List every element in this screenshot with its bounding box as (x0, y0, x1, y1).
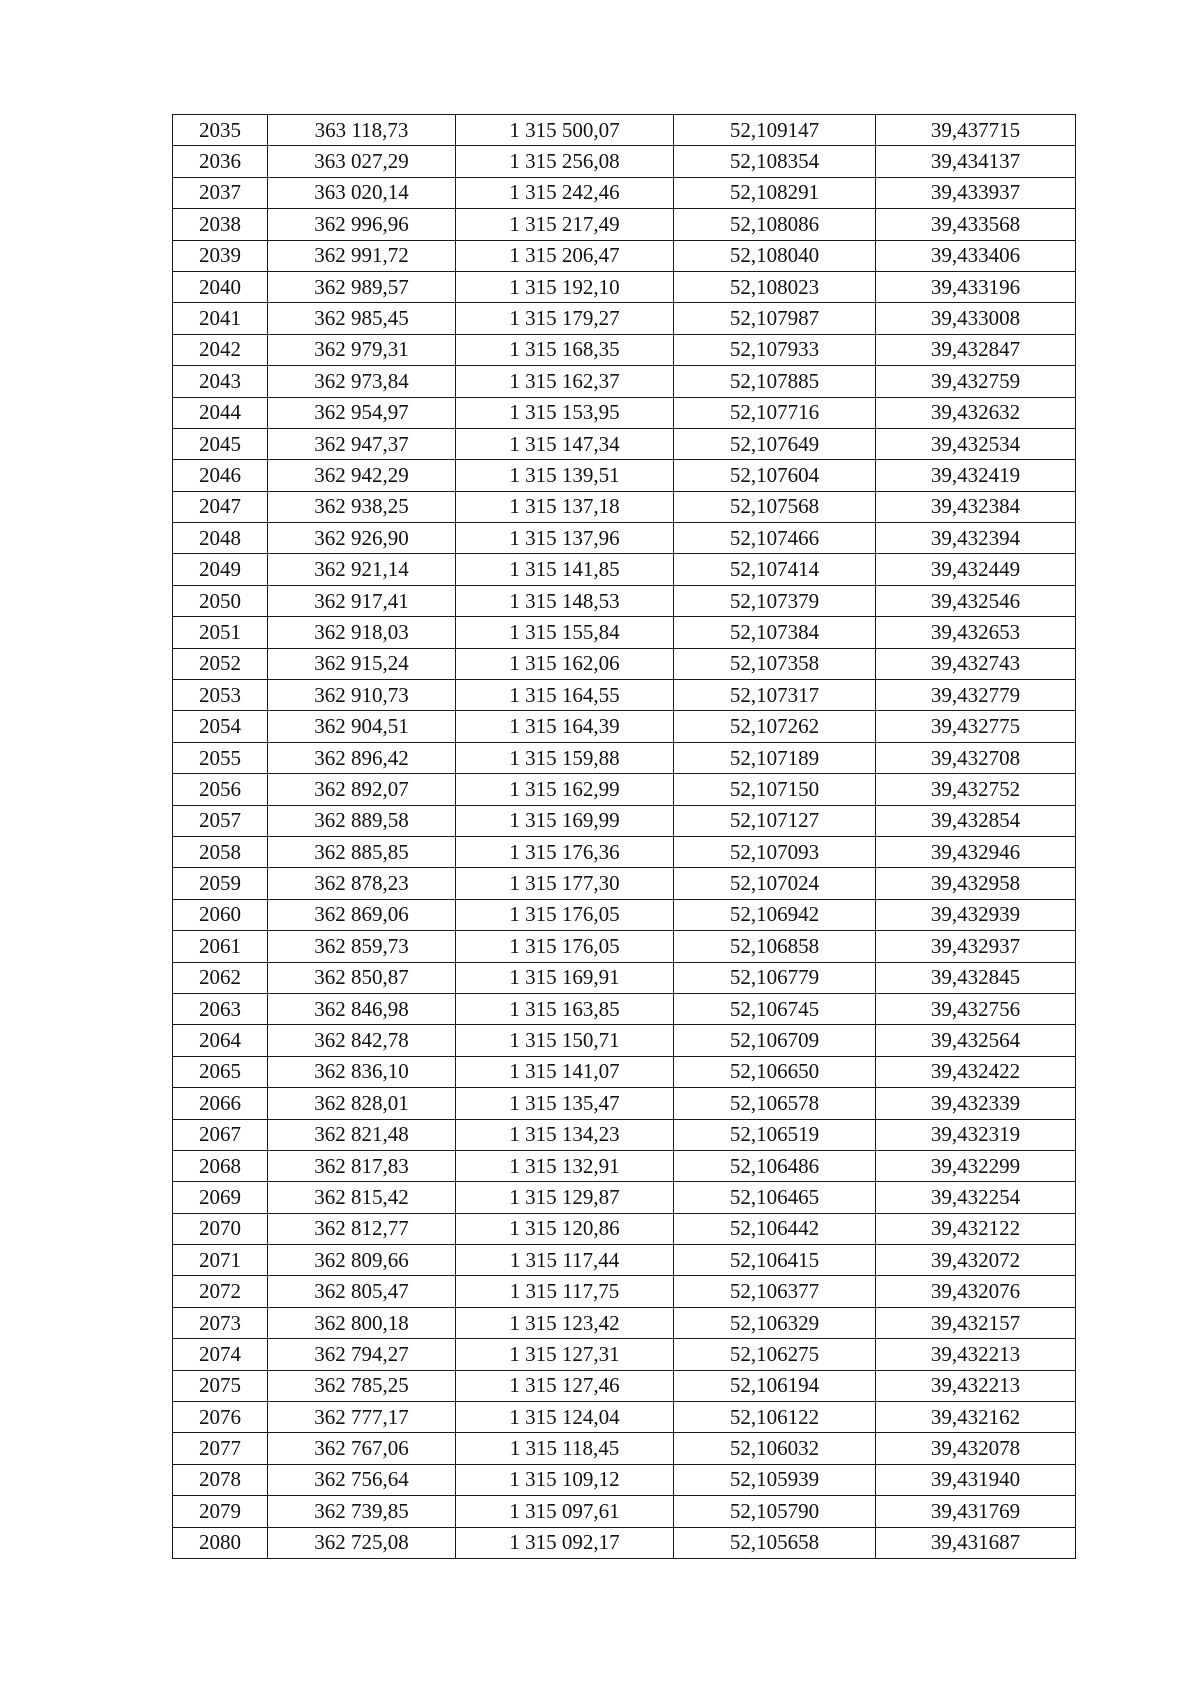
latitude-cell: 52,106377 (674, 1276, 876, 1307)
point-number-cell: 2043 (173, 366, 268, 397)
longitude-cell: 39,432779 (876, 680, 1076, 711)
point-number-cell: 2073 (173, 1307, 268, 1338)
point-number-cell: 2065 (173, 1056, 268, 1087)
latitude-cell: 52,106858 (674, 931, 876, 962)
y-coordinate-cell: 1 315 162,99 (456, 774, 674, 805)
x-coordinate-cell: 362 828,01 (268, 1088, 456, 1119)
point-number-cell: 2041 (173, 303, 268, 334)
latitude-cell: 52,106442 (674, 1213, 876, 1244)
point-number-cell: 2038 (173, 209, 268, 240)
latitude-cell: 52,105790 (674, 1496, 876, 1527)
point-number-cell: 2067 (173, 1119, 268, 1150)
x-coordinate-cell: 362 869,06 (268, 899, 456, 930)
table-row (173, 1056, 1076, 1087)
longitude-cell: 39,434137 (876, 146, 1076, 177)
point-number-cell: 2068 (173, 1150, 268, 1181)
longitude-cell: 39,432946 (876, 836, 1076, 867)
longitude-cell: 39,431940 (876, 1464, 1076, 1495)
longitude-cell: 39,432254 (876, 1182, 1076, 1213)
x-coordinate-cell: 362 985,45 (268, 303, 456, 334)
table-row (173, 1433, 1076, 1464)
longitude-cell: 39,431687 (876, 1527, 1076, 1558)
y-coordinate-cell: 1 315 127,31 (456, 1339, 674, 1370)
y-coordinate-cell: 1 315 148,53 (456, 585, 674, 616)
x-coordinate-cell: 362 915,24 (268, 648, 456, 679)
y-coordinate-cell: 1 315 109,12 (456, 1464, 674, 1495)
point-number-cell: 2066 (173, 1088, 268, 1119)
point-number-cell: 2040 (173, 271, 268, 302)
longitude-cell: 39,432072 (876, 1245, 1076, 1276)
longitude-cell: 39,432847 (876, 334, 1076, 365)
x-coordinate-cell: 362 917,41 (268, 585, 456, 616)
table-row (173, 1025, 1076, 1056)
point-number-cell: 2079 (173, 1496, 268, 1527)
longitude-cell: 39,433008 (876, 303, 1076, 334)
point-number-cell: 2069 (173, 1182, 268, 1213)
table-row (173, 931, 1076, 962)
point-number-cell: 2058 (173, 836, 268, 867)
x-coordinate-cell: 363 118,73 (268, 115, 456, 146)
table-row (173, 1150, 1076, 1181)
point-number-cell: 2042 (173, 334, 268, 365)
longitude-cell: 39,432394 (876, 523, 1076, 554)
y-coordinate-cell: 1 315 124,04 (456, 1402, 674, 1433)
y-coordinate-cell: 1 315 256,08 (456, 146, 674, 177)
y-coordinate-cell: 1 315 159,88 (456, 742, 674, 773)
longitude-cell: 39,433196 (876, 271, 1076, 302)
point-number-cell: 2050 (173, 585, 268, 616)
x-coordinate-cell: 362 836,10 (268, 1056, 456, 1087)
table-row (173, 1213, 1076, 1244)
latitude-cell: 52,107568 (674, 491, 876, 522)
table-row (173, 1464, 1076, 1495)
latitude-cell: 52,108023 (674, 271, 876, 302)
x-coordinate-cell: 362 989,57 (268, 271, 456, 302)
longitude-cell: 39,437715 (876, 115, 1076, 146)
y-coordinate-cell: 1 315 177,30 (456, 868, 674, 899)
y-coordinate-cell: 1 315 169,99 (456, 805, 674, 836)
longitude-cell: 39,432564 (876, 1025, 1076, 1056)
longitude-cell: 39,432157 (876, 1307, 1076, 1338)
x-coordinate-cell: 362 756,64 (268, 1464, 456, 1495)
point-number-cell: 2048 (173, 523, 268, 554)
latitude-cell: 52,106329 (674, 1307, 876, 1338)
latitude-cell: 52,107024 (674, 868, 876, 899)
point-number-cell: 2062 (173, 962, 268, 993)
x-coordinate-cell: 362 979,31 (268, 334, 456, 365)
y-coordinate-cell: 1 315 139,51 (456, 460, 674, 491)
point-number-cell: 2057 (173, 805, 268, 836)
longitude-cell: 39,432845 (876, 962, 1076, 993)
point-number-cell: 2074 (173, 1339, 268, 1370)
x-coordinate-cell: 362 821,48 (268, 1119, 456, 1150)
y-coordinate-cell: 1 315 132,91 (456, 1150, 674, 1181)
point-number-cell: 2047 (173, 491, 268, 522)
longitude-cell: 39,432384 (876, 491, 1076, 522)
y-coordinate-cell: 1 315 217,49 (456, 209, 674, 240)
table-row (173, 1339, 1076, 1370)
point-number-cell: 2078 (173, 1464, 268, 1495)
y-coordinate-cell: 1 315 162,06 (456, 648, 674, 679)
latitude-cell: 52,106465 (674, 1182, 876, 1213)
latitude-cell: 52,108354 (674, 146, 876, 177)
table-row (173, 711, 1076, 742)
point-number-cell: 2055 (173, 742, 268, 773)
y-coordinate-cell: 1 315 153,95 (456, 397, 674, 428)
x-coordinate-cell: 362 878,23 (268, 868, 456, 899)
point-number-cell: 2075 (173, 1370, 268, 1401)
x-coordinate-cell: 362 973,84 (268, 366, 456, 397)
y-coordinate-cell: 1 315 147,34 (456, 428, 674, 459)
table-row (173, 680, 1076, 711)
point-number-cell: 2056 (173, 774, 268, 805)
point-number-cell: 2060 (173, 899, 268, 930)
table-row (173, 899, 1076, 930)
table-row (173, 1119, 1076, 1150)
longitude-cell: 39,432319 (876, 1119, 1076, 1150)
longitude-cell: 39,432937 (876, 931, 1076, 962)
y-coordinate-cell: 1 315 164,55 (456, 680, 674, 711)
table-row (173, 334, 1076, 365)
longitude-cell: 39,432756 (876, 993, 1076, 1024)
table-row (173, 366, 1076, 397)
point-number-cell: 2039 (173, 240, 268, 271)
table-row (173, 1496, 1076, 1527)
x-coordinate-cell: 362 800,18 (268, 1307, 456, 1338)
point-number-cell: 2071 (173, 1245, 268, 1276)
y-coordinate-cell: 1 315 242,46 (456, 177, 674, 208)
table-row (173, 836, 1076, 867)
latitude-cell: 52,106709 (674, 1025, 876, 1056)
x-coordinate-cell: 362 904,51 (268, 711, 456, 742)
table-row (173, 1182, 1076, 1213)
point-number-cell: 2035 (173, 115, 268, 146)
longitude-cell: 39,432422 (876, 1056, 1076, 1087)
point-number-cell: 2059 (173, 868, 268, 899)
longitude-cell: 39,432653 (876, 617, 1076, 648)
table-row (173, 271, 1076, 302)
x-coordinate-cell: 362 918,03 (268, 617, 456, 648)
table-row (173, 240, 1076, 271)
y-coordinate-cell: 1 315 168,35 (456, 334, 674, 365)
longitude-cell: 39,432122 (876, 1213, 1076, 1244)
y-coordinate-cell: 1 315 150,71 (456, 1025, 674, 1056)
y-coordinate-cell: 1 315 163,85 (456, 993, 674, 1024)
latitude-cell: 52,106650 (674, 1056, 876, 1087)
point-number-cell: 2053 (173, 680, 268, 711)
y-coordinate-cell: 1 315 117,75 (456, 1276, 674, 1307)
x-coordinate-cell: 362 947,37 (268, 428, 456, 459)
longitude-cell: 39,432162 (876, 1402, 1076, 1433)
table-row (173, 460, 1076, 491)
table-row (173, 993, 1076, 1024)
latitude-cell: 52,106194 (674, 1370, 876, 1401)
longitude-cell: 39,431769 (876, 1496, 1076, 1527)
latitude-cell: 52,107466 (674, 523, 876, 554)
latitude-cell: 52,108040 (674, 240, 876, 271)
latitude-cell: 52,107127 (674, 805, 876, 836)
longitude-cell: 39,432708 (876, 742, 1076, 773)
table-row (173, 554, 1076, 585)
latitude-cell: 52,108291 (674, 177, 876, 208)
latitude-cell: 52,107189 (674, 742, 876, 773)
y-coordinate-cell: 1 315 155,84 (456, 617, 674, 648)
x-coordinate-cell: 362 842,78 (268, 1025, 456, 1056)
y-coordinate-cell: 1 315 134,23 (456, 1119, 674, 1150)
point-number-cell: 2044 (173, 397, 268, 428)
table-row (173, 115, 1076, 146)
x-coordinate-cell: 362 892,07 (268, 774, 456, 805)
latitude-cell: 52,107716 (674, 397, 876, 428)
latitude-cell: 52,106122 (674, 1402, 876, 1433)
y-coordinate-cell: 1 315 120,86 (456, 1213, 674, 1244)
x-coordinate-cell: 362 725,08 (268, 1527, 456, 1558)
table-row (173, 209, 1076, 240)
latitude-cell: 52,106519 (674, 1119, 876, 1150)
table-row (173, 1245, 1076, 1276)
table-row (173, 742, 1076, 773)
latitude-cell: 52,106942 (674, 899, 876, 930)
x-coordinate-cell: 362 850,87 (268, 962, 456, 993)
latitude-cell: 52,105939 (674, 1464, 876, 1495)
y-coordinate-cell: 1 315 117,44 (456, 1245, 674, 1276)
point-number-cell: 2051 (173, 617, 268, 648)
longitude-cell: 39,432078 (876, 1433, 1076, 1464)
x-coordinate-cell: 362 794,27 (268, 1339, 456, 1370)
latitude-cell: 52,107093 (674, 836, 876, 867)
x-coordinate-cell: 362 812,77 (268, 1213, 456, 1244)
y-coordinate-cell: 1 315 141,07 (456, 1056, 674, 1087)
latitude-cell: 52,106275 (674, 1339, 876, 1370)
latitude-cell: 52,107414 (674, 554, 876, 585)
table-row (173, 617, 1076, 648)
x-coordinate-cell: 362 785,25 (268, 1370, 456, 1401)
table-row (173, 1307, 1076, 1338)
y-coordinate-cell: 1 315 135,47 (456, 1088, 674, 1119)
longitude-cell: 39,432743 (876, 648, 1076, 679)
x-coordinate-cell: 362 815,42 (268, 1182, 456, 1213)
latitude-cell: 52,107379 (674, 585, 876, 616)
x-coordinate-cell: 362 896,42 (268, 742, 456, 773)
longitude-cell: 39,432752 (876, 774, 1076, 805)
y-coordinate-cell: 1 315 118,45 (456, 1433, 674, 1464)
y-coordinate-cell: 1 315 137,96 (456, 523, 674, 554)
point-number-cell: 2046 (173, 460, 268, 491)
table-row (173, 648, 1076, 679)
longitude-cell: 39,433937 (876, 177, 1076, 208)
table-row (173, 1370, 1076, 1401)
table-row (173, 805, 1076, 836)
x-coordinate-cell: 362 938,25 (268, 491, 456, 522)
point-number-cell: 2072 (173, 1276, 268, 1307)
longitude-cell: 39,432958 (876, 868, 1076, 899)
point-number-cell: 2063 (173, 993, 268, 1024)
table-row (173, 1276, 1076, 1307)
x-coordinate-cell: 362 817,83 (268, 1150, 456, 1181)
x-coordinate-cell: 362 809,66 (268, 1245, 456, 1276)
longitude-cell: 39,432939 (876, 899, 1076, 930)
x-coordinate-cell: 362 767,06 (268, 1433, 456, 1464)
longitude-cell: 39,432546 (876, 585, 1076, 616)
table-row (173, 585, 1076, 616)
latitude-cell: 52,106032 (674, 1433, 876, 1464)
x-coordinate-cell: 362 859,73 (268, 931, 456, 962)
latitude-cell: 52,107604 (674, 460, 876, 491)
latitude-cell: 52,106745 (674, 993, 876, 1024)
longitude-cell: 39,432299 (876, 1150, 1076, 1181)
y-coordinate-cell: 1 315 176,05 (456, 931, 674, 962)
y-coordinate-cell: 1 315 206,47 (456, 240, 674, 271)
longitude-cell: 39,432534 (876, 428, 1076, 459)
table-row (173, 523, 1076, 554)
y-coordinate-cell: 1 315 176,05 (456, 899, 674, 930)
table-row (173, 397, 1076, 428)
point-number-cell: 2077 (173, 1433, 268, 1464)
longitude-cell: 39,432775 (876, 711, 1076, 742)
latitude-cell: 52,108086 (674, 209, 876, 240)
table-row (173, 428, 1076, 459)
point-number-cell: 2080 (173, 1527, 268, 1558)
table-row (173, 962, 1076, 993)
point-number-cell: 2054 (173, 711, 268, 742)
table-row (173, 177, 1076, 208)
point-number-cell: 2076 (173, 1402, 268, 1433)
latitude-cell: 52,107885 (674, 366, 876, 397)
x-coordinate-cell: 362 805,47 (268, 1276, 456, 1307)
point-number-cell: 2036 (173, 146, 268, 177)
point-number-cell: 2070 (173, 1213, 268, 1244)
latitude-cell: 52,106486 (674, 1150, 876, 1181)
latitude-cell: 52,107150 (674, 774, 876, 805)
longitude-cell: 39,432419 (876, 460, 1076, 491)
table-row (173, 491, 1076, 522)
x-coordinate-cell: 362 926,90 (268, 523, 456, 554)
coordinates-table-body (173, 115, 1076, 1559)
point-number-cell: 2052 (173, 648, 268, 679)
longitude-cell: 39,432854 (876, 805, 1076, 836)
x-coordinate-cell: 362 889,58 (268, 805, 456, 836)
y-coordinate-cell: 1 315 092,17 (456, 1527, 674, 1558)
y-coordinate-cell: 1 315 176,36 (456, 836, 674, 867)
table-row (173, 303, 1076, 334)
latitude-cell: 52,107649 (674, 428, 876, 459)
y-coordinate-cell: 1 315 129,87 (456, 1182, 674, 1213)
table-row (173, 1402, 1076, 1433)
y-coordinate-cell: 1 315 097,61 (456, 1496, 674, 1527)
x-coordinate-cell: 362 954,97 (268, 397, 456, 428)
x-coordinate-cell: 362 777,17 (268, 1402, 456, 1433)
point-number-cell: 2061 (173, 931, 268, 962)
latitude-cell: 52,107384 (674, 617, 876, 648)
x-coordinate-cell: 362 846,98 (268, 993, 456, 1024)
y-coordinate-cell: 1 315 179,27 (456, 303, 674, 334)
y-coordinate-cell: 1 315 141,85 (456, 554, 674, 585)
y-coordinate-cell: 1 315 137,18 (456, 491, 674, 522)
table-row (173, 1527, 1076, 1558)
latitude-cell: 52,107262 (674, 711, 876, 742)
longitude-cell: 39,432632 (876, 397, 1076, 428)
latitude-cell: 52,107317 (674, 680, 876, 711)
point-number-cell: 2064 (173, 1025, 268, 1056)
table-row (173, 868, 1076, 899)
latitude-cell: 52,107987 (674, 303, 876, 334)
latitude-cell: 52,107358 (674, 648, 876, 679)
y-coordinate-cell: 1 315 192,10 (456, 271, 674, 302)
point-number-cell: 2037 (173, 177, 268, 208)
latitude-cell: 52,106578 (674, 1088, 876, 1119)
table-row (173, 146, 1076, 177)
table-row (173, 1088, 1076, 1119)
x-coordinate-cell: 362 991,72 (268, 240, 456, 271)
longitude-cell: 39,432213 (876, 1339, 1076, 1370)
point-number-cell: 2045 (173, 428, 268, 459)
x-coordinate-cell: 362 942,29 (268, 460, 456, 491)
longitude-cell: 39,432213 (876, 1370, 1076, 1401)
table-row (173, 774, 1076, 805)
x-coordinate-cell: 362 739,85 (268, 1496, 456, 1527)
longitude-cell: 39,432449 (876, 554, 1076, 585)
longitude-cell: 39,433406 (876, 240, 1076, 271)
y-coordinate-cell: 1 315 123,42 (456, 1307, 674, 1338)
longitude-cell: 39,433568 (876, 209, 1076, 240)
latitude-cell: 52,105658 (674, 1527, 876, 1558)
x-coordinate-cell: 362 885,85 (268, 836, 456, 867)
point-number-cell: 2049 (173, 554, 268, 585)
y-coordinate-cell: 1 315 162,37 (456, 366, 674, 397)
y-coordinate-cell: 1 315 169,91 (456, 962, 674, 993)
longitude-cell: 39,432076 (876, 1276, 1076, 1307)
latitude-cell: 52,107933 (674, 334, 876, 365)
y-coordinate-cell: 1 315 127,46 (456, 1370, 674, 1401)
x-coordinate-cell: 362 921,14 (268, 554, 456, 585)
x-coordinate-cell: 363 027,29 (268, 146, 456, 177)
x-coordinate-cell: 362 996,96 (268, 209, 456, 240)
latitude-cell: 52,106779 (674, 962, 876, 993)
longitude-cell: 39,432339 (876, 1088, 1076, 1119)
x-coordinate-cell: 363 020,14 (268, 177, 456, 208)
y-coordinate-cell: 1 315 164,39 (456, 711, 674, 742)
latitude-cell: 52,109147 (674, 115, 876, 146)
y-coordinate-cell: 1 315 500,07 (456, 115, 674, 146)
coordinates-table (172, 114, 1076, 1559)
longitude-cell: 39,432759 (876, 366, 1076, 397)
latitude-cell: 52,106415 (674, 1245, 876, 1276)
x-coordinate-cell: 362 910,73 (268, 680, 456, 711)
